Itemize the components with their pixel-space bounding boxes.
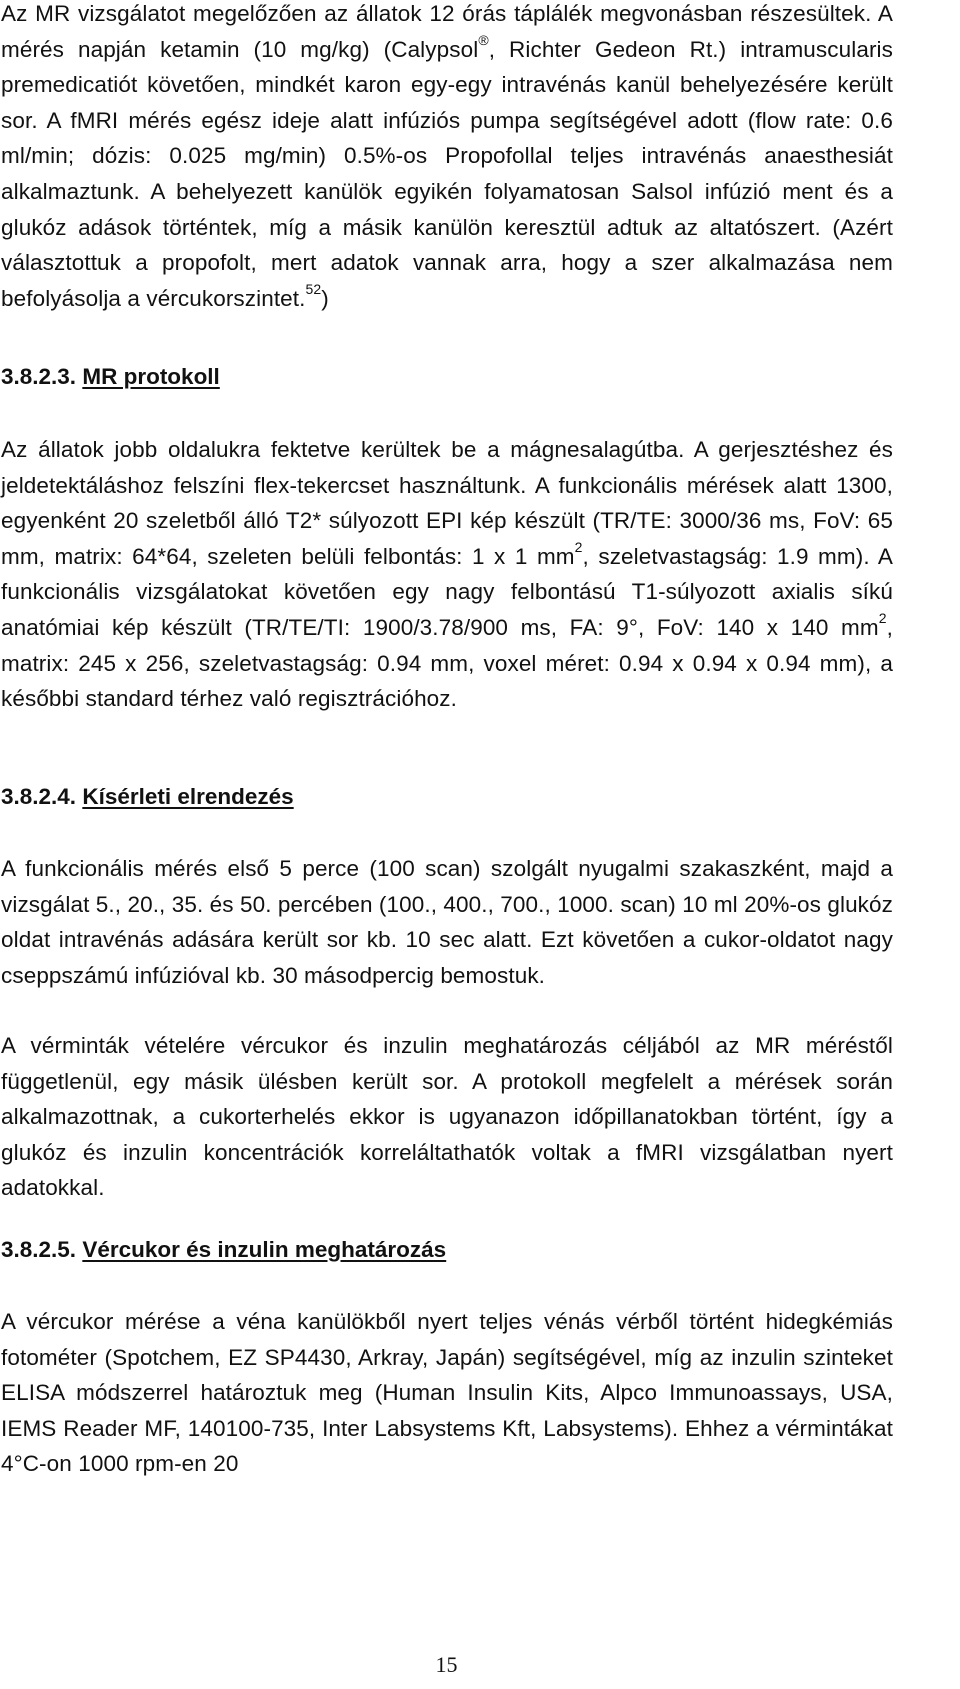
paragraph-text: , matrix: 245 x 256, szeletvastagság: 0.94 mm, voxel méret: 0.94 x 0.94 x 0.94 mm), a későbbi standard térhez való regisztrációhoz. [1,614,893,712]
superscript: 2 [878,610,887,627]
paragraph-text: Az állatok jobb oldalukra fektetve kerültek be a mágnesalagútba. A gerjesztéshez és jeldetektáláshoz felszíni flex-tekercset használtunk. A funkcionális mérések alatt 1300, egyenként 20 szeletből álló T2* súlyozott EPI kép készült (TR/TE: 3000/36 ms, FoV: 65 mm, matrix: 64*64, szeleten belüli felbontás: 1 x 1 mm [1,437,893,569]
paragraph-blood-samples: A vérminták vételére vércukor és inzulin meghatározás céljából az MR méréstől függetlenül, egy másik ülésben került sor. A protokoll megfelelt a mérések során alkalmazottnak, a cukorterhelés ekkor is ugyanazon időpillanatokban történt, így a glukóz és inzulin koncentrációk korreláltathatók voltak a fMRI vizsgálatban nyert adatokkal. [1,1033,893,1201]
heading-title: MR protokoll [82,364,220,389]
reference-superscript: 52 [305,281,322,298]
heading-number: 3.8.2.4. [1,784,77,809]
paragraph-glucose-insulin: A vércukor mérése a véna kanülökből nyert teljes vénás vérből történt hidegkémiás fotométer (Spotchem, EZ SP4430, Arkray, Japán) segítségével, míg az inzulin szinteket ELISA módszerrel határoztuk meg (Human Insulin Kits, Alpco Immunoassays, USA, IEMS Reader MF, 140100-735, Inter Labsystems Kft, Labsystems). Ehhez a vérmintákat 4°C-on 1000 rpm-en 20 [1,1309,893,1477]
paragraph-experiment-setup: A funkcionális mérés első 5 perce (100 scan) szolgált nyugalmi szakaszként, majd a vizsgálat 5., 20., 35. és 50. percében (100., 400., 700., 1000. scan) 10 ml 20%-os glukóz oldat intravénás adására került sor kb. 10 sec alatt. Ezt követően a cukor-oldatot nagy cseppszámú infúzióval kb. 30 másodpercig bemostuk. [1,856,893,988]
heading-number: 3.8.2.3. [1,364,77,389]
section-heading-kiserleti-elrendezes [1,782,294,812]
superscript: 2 [574,539,583,556]
paragraph-anesthesia [1,0,893,316]
section-heading-mr-protokoll [1,362,220,392]
heading-number: 3.8.2.5. [1,1237,77,1262]
heading-title: Vércukor és inzulin meghatározás [82,1237,447,1262]
heading-title: Kísérleti elrendezés [82,784,294,809]
page-number: 15 [435,1652,458,1677]
paragraph-text: Az MR vizsgálatot megelőzően az állatok 12 órás táplálék megvonásban részesültek. A mérés napján ketamin (10 mg/kg) (Calypsol [1,1,893,62]
registered-mark: ® [478,32,489,49]
section-heading-vercukor [1,1235,446,1265]
paragraph-text: , Richter Gedeon Rt.) intramuscularis premedicatiót követően, mindkét karon egy-egy intravénás kanül behelyezésére került sor. A fMRI mérés egész ideje alatt infúziós pumpa segítségével adott (flow rate: 0.6 ml/min; dózis: 0.025 mg/min) 0.5%-os Propofollal teljes intravénás anaesthesiát alkalmaztunk. A behelyezett kanülök egyikén folyamatosan Salsol infúzió ment és a glukóz adások történtek, míg a másik kanülön keresztül adtuk az altatószert. (Azért választottuk a propofolt, mert adatok vannak arra, hogy a szer alkalmazása nem befolyásolja a vércukorszintet. [1,36,893,311]
paragraph-mr-protocol [1,432,893,717]
paragraph-text: , szeletvastagság: 1.9 mm). A funkcionális vizsgálatokat követően egy nagy felbontású T1-súlyozott axialis síkú anatómiai kép készült (TR/TE/TI: 1900/3.78/900 ms, FA: 9°, FoV: 140 x 140 mm [1,543,893,640]
paragraph-text: ) [321,285,329,311]
